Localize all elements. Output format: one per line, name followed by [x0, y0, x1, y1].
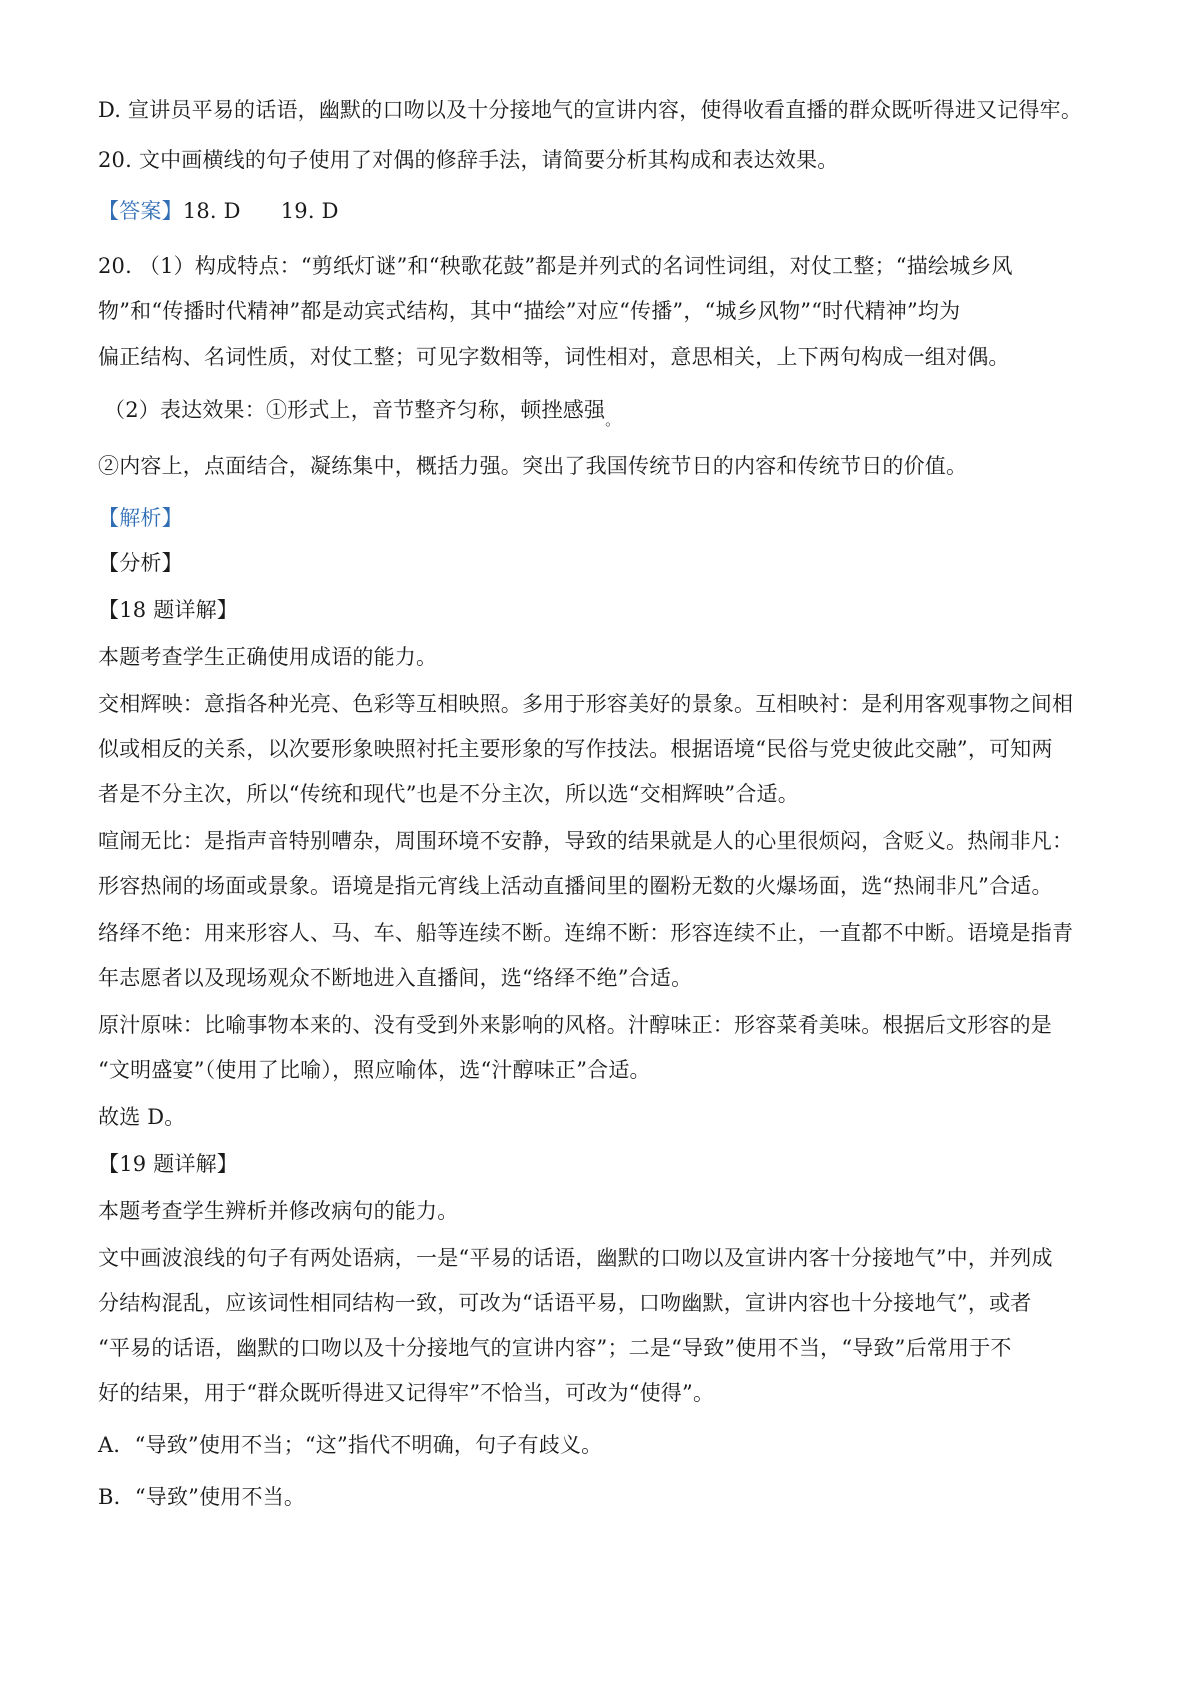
q19-intro: 本题考查学生辨析并修改病句的能力。 — [98, 1199, 459, 1223]
q18-para2-line1: 喧闹无比：是指声音特别嘈杂，周围环境不安静，导致的结果就是人的心里很烦闷，含贬义。热闹非凡： — [98, 829, 1074, 853]
q18-conclusion: 故选 D。 — [98, 1105, 186, 1129]
answer-20-effect-1 — [104, 395, 1114, 427]
answer-19: 19. D — [280, 199, 339, 223]
q19-para-line2: 分结构混乱，应该词性相同结构一致，可改为“话语平易，口吻幽默，宣讲内容也十分接地气”，或者 — [98, 1291, 1032, 1315]
q19-option-b: B．“导致”使用不当。 — [98, 1485, 306, 1509]
answer-20-line-1: 20. （1）构成特点：“剪纸灯谜”和“秧歌花鼓”都是并列式的名词性词组，对仗工整；“描绘城乡风 — [98, 254, 1013, 278]
fenxi-heading: 【分析】 — [98, 551, 183, 575]
analysis-tag: 【解析】 — [98, 506, 183, 530]
q18-heading: 【18 题详解】 — [98, 598, 238, 622]
q18-para4-line1: 原汁原味：比喻事物本来的、没有受到外来影响的风格。汁醇味正：形容菜肴美味。根据后文形容的是 — [98, 1013, 1052, 1037]
q19-heading: 【19 题详解】 — [98, 1152, 238, 1176]
effect-1-text: （2）表达效果：①形式上，音节整齐匀称，顿挫感强 — [104, 398, 606, 422]
answer-20-effect-2: ②内容上，点面结合，凝练集中，概括力强。突出了我国传统节日的内容和传统节日的价值。 — [98, 454, 968, 478]
q18-para2-line2: 形容热闹的场面或景象。语境是指元宵线上活动直播间里的圈粉无数的火爆场面，选“热闹非凡”合适。 — [98, 874, 1053, 898]
q18-intro: 本题考查学生正确使用成语的能力。 — [98, 645, 438, 669]
answer-20-line-2: 物”和“传播时代精神”都是动宾式结构，其中“描绘”对应“传播”，“城乡风物”“时代精神”均为 — [98, 299, 961, 323]
q18-para1-line3: 者是不分主次，所以“传统和现代”也是不分主次，所以选“交相辉映”合适。 — [98, 782, 799, 806]
q18-para1-line1: 交相辉映：意指各种光亮、色彩等互相映照。多用于形容美好的景象。互相映衬：是利用客观事物之间相 — [98, 692, 1074, 716]
question-20: 20. 文中画横线的句子使用了对偶的修辞手法，请简要分析其构成和表达效果。 — [98, 148, 839, 172]
q18-para1-line2: 似或相反的关系，以次要形象映照衬托主要形象的写作技法。根据语境“民俗与党史彼此交融”，可知两 — [98, 737, 1053, 761]
answer-20-line-3: 偏正结构、名词性质，对仗工整；可见字数相等，词性相对，意思相关，上下两句构成一组对偶。 — [98, 345, 1010, 369]
effect-1-period: 。 — [605, 411, 621, 429]
answer-tag: 【答案】 — [98, 199, 183, 223]
q19-option-a: A．“导致”使用不当；“这”指代不明确，句子有歧义。 — [98, 1433, 603, 1457]
answer-line — [98, 196, 1108, 226]
q19-para-line3: “平易的话语，幽默的口吻以及十分接地气的宣讲内容”；二是“导致”使用不当，“导致”后常用于不 — [98, 1336, 1012, 1360]
option-d-text: D. 宣讲员平易的话语，幽默的口吻以及十分接地气的宣讲内容，使得收看直播的群众既听得进又记得牢。 — [98, 98, 1083, 122]
q18-para4-line2: “文明盛宴”（使用了比喻），照应喻体，选“汁醇味正”合适。 — [98, 1058, 651, 1082]
q18-para3-line1: 络绎不绝：用来形容人、马、车、船等连续不断。连绵不断：形容连续不止，一直都不中断。语境是指青 — [98, 921, 1074, 945]
q19-para-line4: 好的结果，用于“群众既听得进又记得牢”不恰当，可改为“使得”。 — [98, 1381, 715, 1405]
q19-para-line1: 文中画波浪线的句子有两处语病，一是“平易的话语，幽默的口吻以及宣讲内客十分接地气”中，并列成 — [98, 1246, 1053, 1270]
q18-para3-line2: 年志愿者以及现场观众不断地进入直播间，选“络绎不绝”合适。 — [98, 966, 693, 990]
answer-18: 18. D — [182, 199, 241, 223]
